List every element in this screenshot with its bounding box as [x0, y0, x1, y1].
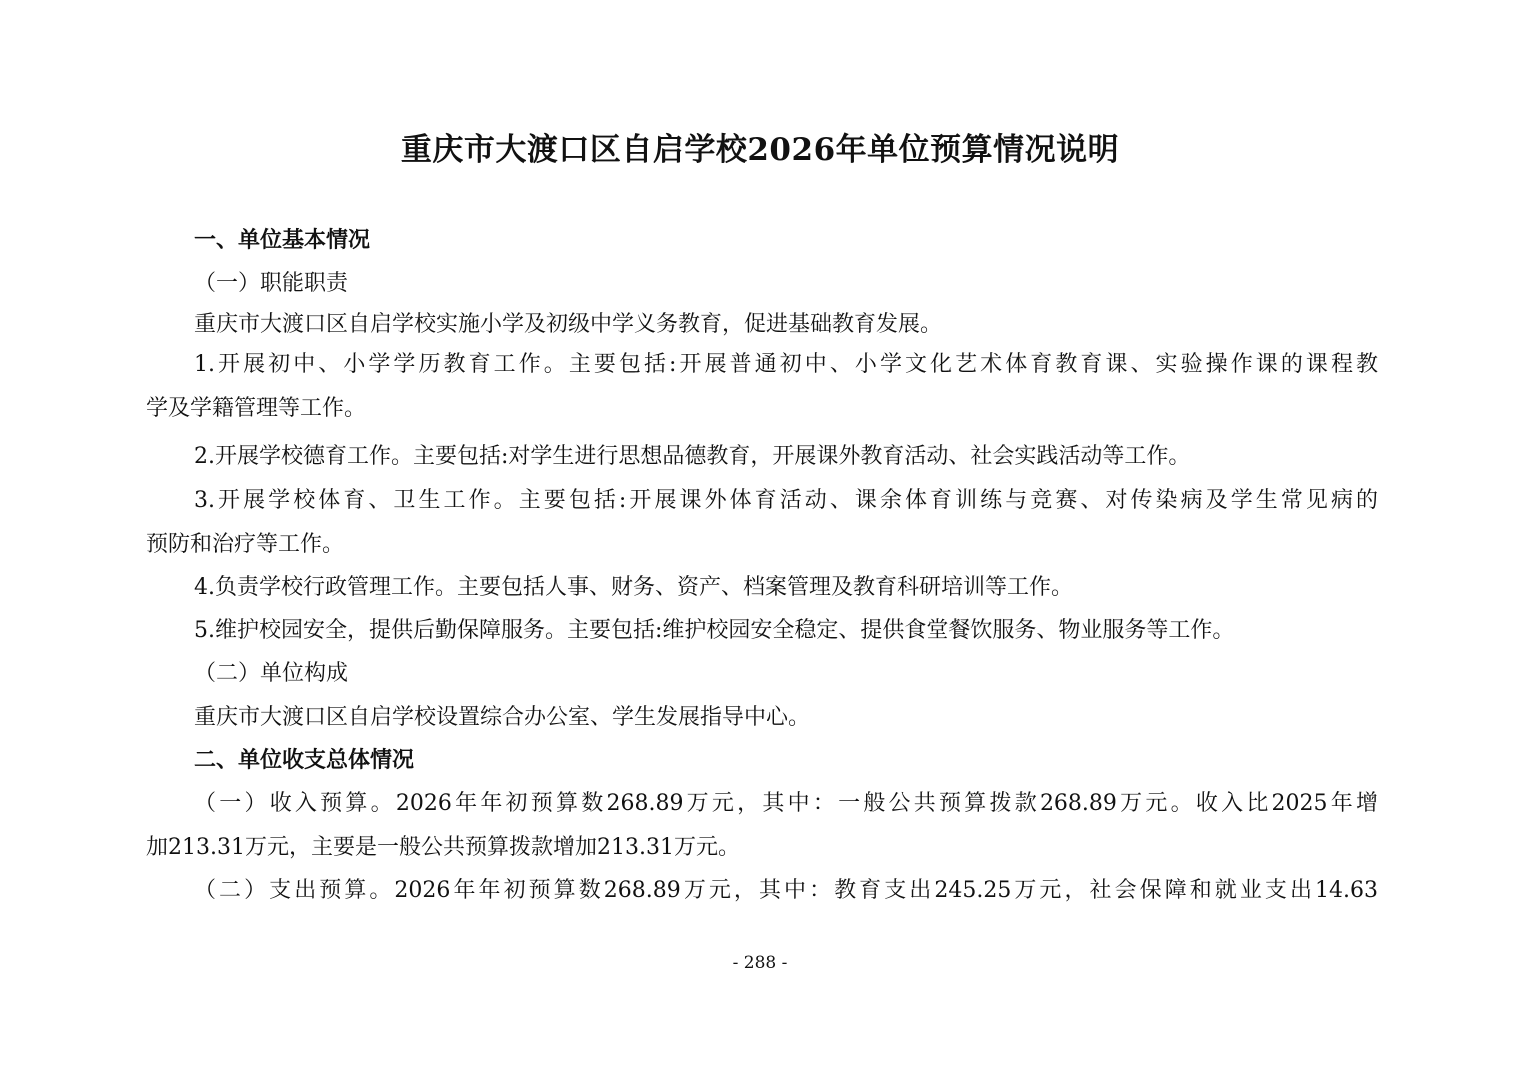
paragraph-line: 4.负责学校行政管理工作。主要包括人事、财务、资产、档案管理及教育科研培训等工作。: [194, 575, 1073, 600]
section-heading-budget-overview: 二、单位收支总体情况: [194, 748, 415, 773]
subheading-composition: （二）单位构成: [194, 661, 349, 686]
subheading-functions: （一）职能职责: [194, 271, 349, 296]
paragraph-line: 加213.31万元，主要是一般公共预算拨款增加213.31万元。: [146, 835, 740, 860]
paragraph-line: 重庆市大渡口区自启学校实施小学及初级中学义务教育，促进基础教育发展。: [194, 312, 943, 337]
paragraph-line: 3.开展学校体育、卫生工作。主要包括:开展课外体育活动、课余体育训练与竞赛、对传染病及学生常见病的: [194, 488, 1378, 513]
paragraph-line: 预防和治疗等工作。: [146, 532, 345, 557]
paragraph-line: 学及学籍管理等工作。: [146, 396, 367, 421]
document-title: 重庆市大渡口区自启学校2026年单位预算情况说明: [400, 132, 1120, 168]
paragraph-line: （二）支出预算。2026年年初预算数268.89万元，其中：教育支出245.25万元，社会保障和就业支出14.63: [194, 878, 1378, 903]
paragraph-line: 重庆市大渡口区自启学校设置综合办公室、学生发展指导中心。: [194, 705, 811, 730]
section-heading-basic-info: 一、单位基本情况: [194, 228, 371, 253]
page-number: - 288 -: [732, 953, 788, 973]
paragraph-line: 1.开展初中、小学学历教育工作。主要包括:开展普通初中、小学文化艺术体育教育课、实验操作课的课程教: [194, 352, 1378, 377]
paragraph-line: 2.开展学校德育工作。主要包括:对学生进行思想品德教育，开展课外教育活动、社会实践活动等工作。: [194, 444, 1191, 469]
paragraph-line: （一）收入预算。2026年年初预算数268.89万元，其中：一般公共预算拨款268.89万元。收入比2025年增: [194, 791, 1378, 816]
paragraph-line: 5.维护校园安全，提供后勤保障服务。主要包括:维护校园安全稳定、提供食堂餐饮服务、物业服务等工作。: [194, 618, 1235, 643]
